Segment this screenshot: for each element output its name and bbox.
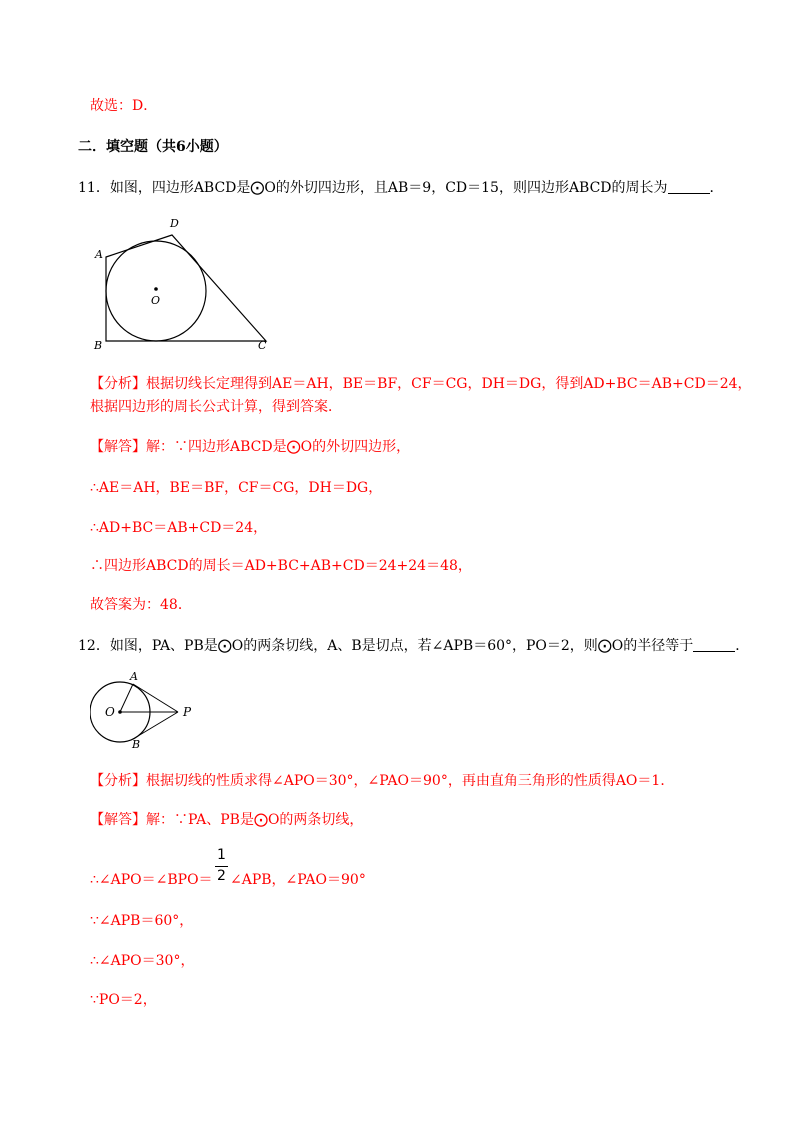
section-heading: 二．填空题（共6小题） — [78, 139, 228, 155]
q12-solution-4: ∴∠APO＝30°， — [90, 953, 195, 969]
q11-figure — [90, 210, 280, 355]
q12-label-b: B — [132, 738, 141, 751]
q12-tangent-pb — [133, 712, 178, 739]
q11-label-a: A — [95, 248, 103, 261]
q11-incircle — [106, 241, 206, 341]
q11-solution-5: 故答案为：48． — [90, 597, 192, 613]
q11-analysis-2: 根据四边形的周长公式计算，得到答案． — [90, 399, 342, 415]
q12-fraction-numerator: 1 — [217, 847, 226, 863]
q11-label-b: B — [94, 339, 103, 352]
q11-solution-1: 【解答】解：∵四边形ABCD是⨀O的外切四边形， — [90, 439, 411, 455]
q12-segment-oa — [120, 684, 133, 712]
q12-solution-1: 【解答】解：∵PA、PB是⨀O的两条切线， — [90, 812, 364, 828]
q11-center-dot — [154, 287, 158, 291]
q11-stem: 11．如图，四边形ABCD是⨀O的外切四边形，且AB＝9，CD＝15，则四边形ABCD的周长为 ． — [78, 180, 724, 196]
q11-analysis-1: 【分析】根据切线长定理得到AE＝AH，BE＝BF，CF＝CG，DH＝DG，得到AD+BC＝AB+CD＝24， — [90, 376, 752, 392]
q10-answer: 故选：D． — [90, 98, 158, 114]
q12-center-dot — [118, 710, 122, 714]
q12-fraction-bar — [215, 866, 228, 867]
q12-solution-2b: ∠APB，∠PAO＝90° — [230, 872, 366, 888]
q11-solution-3: ∴AD+BC＝AB+CD＝24， — [90, 520, 268, 536]
q11-stem-text: 11．如图，四边形ABCD是⨀O的外切四边形，且AB＝9，CD＝15，则四边形ABCD的周长为 — [78, 180, 668, 196]
q12-figure — [90, 666, 210, 756]
q12-label-p: P — [183, 705, 192, 719]
q12-label-a: A — [130, 670, 138, 683]
q12-solution-5: ∵PO＝2， — [90, 992, 157, 1008]
q12-stem-text: 12．如图，PA、PB是⨀O的两条切线，A、B是切点，若∠APB＝60°，PO＝2，则⨀O的半径等于 — [78, 638, 694, 654]
q11-solution-4: ∴四边形ABCD的周长＝AD+BC+AB+CD＝24+24＝48， — [90, 558, 472, 574]
q12-answer-blank — [693, 637, 735, 652]
q11-label-d: D — [170, 217, 179, 230]
q12-label-o: O — [105, 705, 115, 719]
q12-stem: 12．如图，PA、PB是⨀O的两条切线，A、B是切点，若∠APB＝60°，PO＝2，则⨀O的半径等于 ． — [78, 638, 750, 654]
q12-solution-2a: ∴∠APO＝∠BPO＝ — [90, 872, 213, 888]
q12-analysis: 【分析】根据切线的性质求得∠APO＝30°，∠PAO＝90°，再由直角三角形的性质得AO＝1． — [90, 773, 675, 789]
q11-solution-2: ∴AE＝AH，BE＝BF，CF＝CG，DH＝DG， — [90, 480, 383, 496]
q12-fraction-denominator: 2 — [217, 868, 226, 884]
q12-tangent-pa — [133, 684, 178, 712]
q12-solution-3: ∵∠APB＝60°， — [90, 913, 194, 929]
q11-label-o: O — [151, 294, 161, 307]
q11-label-c: C — [258, 339, 267, 352]
q11-answer-blank — [668, 179, 710, 194]
